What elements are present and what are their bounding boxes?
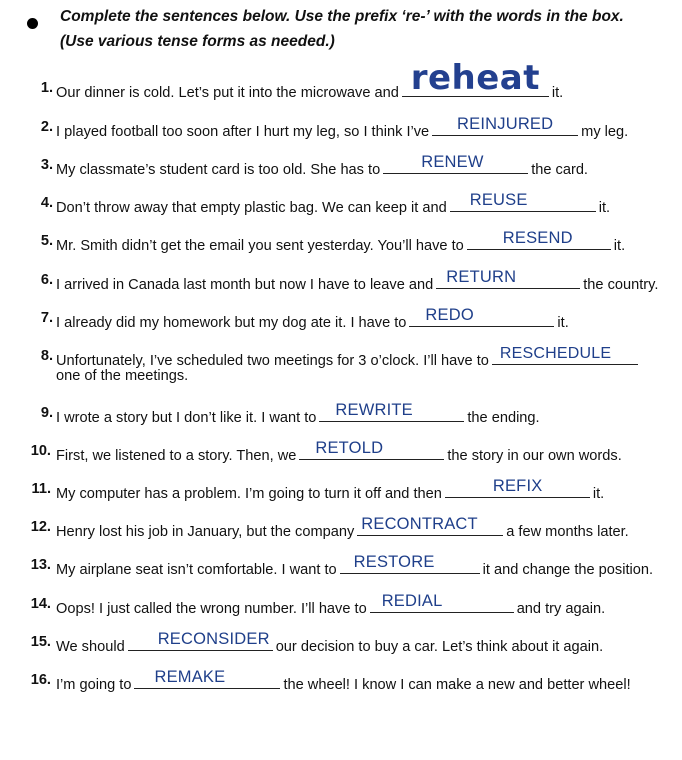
sentence-before: Unfortunately, I’ve scheduled two meetings for 3 o’clock. I’ll have to	[56, 353, 489, 369]
sentence-before: I wrote a story but I don’t like it. I want to	[56, 410, 317, 426]
sentence-after: the story in our own words.	[447, 448, 622, 464]
item-number: 1.	[40, 80, 53, 96]
item-number: 10.	[30, 443, 51, 459]
sentence-after: a few months later.	[506, 524, 629, 540]
answer-text: RESTORE	[353, 553, 435, 571]
answer-blank[interactable]	[319, 401, 464, 422]
item-number: 3.	[40, 157, 53, 173]
item-sentence	[56, 268, 659, 293]
answer-text: reheat	[410, 58, 541, 98]
item-number: 13.	[30, 557, 51, 573]
item-sentence	[56, 115, 629, 140]
item-number: 5.	[40, 233, 53, 249]
instruction-line-2: (Use various tense forms as needed.)	[60, 33, 335, 50]
answer-text: RETOLD	[315, 439, 384, 457]
sentence-before: Oops! I just called the wrong number. I’ll have to	[56, 601, 367, 617]
sentence-after: it.	[613, 238, 626, 254]
answer-blank[interactable]	[340, 553, 480, 574]
answer-text: REINJURED	[457, 115, 554, 133]
sentence-before: I already did my homework but my dog ate it. I have to	[56, 315, 407, 331]
answer-blank[interactable]	[370, 592, 514, 613]
answer-blank[interactable]	[134, 668, 280, 689]
item-number: 6.	[40, 272, 53, 288]
sentence-before: I’m going to	[56, 677, 132, 693]
answer-text: RECONTRACT	[361, 515, 478, 533]
instruction-line-1: Complete the sentences below. Use the prefix ‘re-’ with the words in the box.	[60, 8, 624, 25]
sentence-before: First, we listened to a story. Then, we	[56, 448, 297, 464]
item-sentence	[56, 668, 631, 693]
sentence-before: Don’t throw away that empty plastic bag. We can keep it and	[56, 200, 447, 216]
answer-blank[interactable]	[299, 439, 444, 460]
item-sentence	[56, 515, 629, 540]
item-sentence	[56, 439, 622, 464]
sentence-after: and try again.	[516, 601, 606, 617]
sentence-before: My computer has a problem. I’m going to turn it off and then	[56, 486, 442, 502]
item-sentence	[56, 153, 588, 178]
answer-blank[interactable]	[383, 153, 528, 174]
sentence-after: it.	[557, 315, 569, 331]
sentence-after: the ending.	[467, 410, 540, 426]
sentence-after: the country.	[583, 277, 659, 293]
answer-text: REFIX	[492, 477, 543, 495]
item-sentence	[56, 592, 606, 617]
sentence-before: Henry lost his job in January, but the company	[56, 524, 355, 540]
answer-text: REWRITE	[335, 401, 413, 419]
answer-blank[interactable]	[357, 515, 503, 536]
answer-blank[interactable]	[492, 345, 638, 365]
sentence-before: I arrived in Canada last month but now I have to leave and	[56, 277, 434, 293]
answer-text: REDIAL	[381, 592, 443, 610]
sentence-after: it.	[598, 200, 611, 216]
item-sentence	[56, 401, 540, 426]
sentence-after: the card.	[531, 162, 588, 178]
sentence-before: My classmate’s student card is too old. She has to	[56, 162, 381, 178]
answer-blank[interactable]	[402, 58, 549, 98]
item-number: 16.	[30, 672, 51, 688]
sentence-after: my leg.	[581, 124, 629, 140]
sentence-before: We should	[56, 639, 125, 655]
answer-blank[interactable]	[432, 115, 578, 136]
bullet-icon	[27, 18, 38, 29]
answer-text: RECONSIDER	[157, 630, 270, 648]
answer-blank[interactable]	[445, 477, 590, 498]
answer-text: REDO	[425, 306, 474, 324]
sentence-line-2: one of the meetings.	[56, 368, 189, 384]
answer-text: REUSE	[469, 191, 528, 209]
answer-blank[interactable]	[436, 268, 580, 289]
item-number: 9.	[40, 405, 53, 421]
item-sentence	[56, 229, 626, 254]
sentence-after: it and change the position.	[482, 562, 654, 578]
answer-blank[interactable]	[450, 191, 596, 212]
answer-text: RESEND	[502, 229, 573, 247]
sentence-before: Mr. Smith didn’t get the email you sent yesterday. You’ll have to	[56, 238, 464, 254]
item-sentence	[56, 191, 611, 216]
item-sentence	[56, 630, 604, 655]
sentence-after: the wheel! I know I can make a new and better wheel!	[283, 677, 631, 693]
item-number: 15.	[30, 634, 51, 650]
item-sentence	[56, 553, 654, 578]
item-sentence	[56, 345, 641, 369]
sentence-before: Our dinner is cold. Let’s put it into the microwave and	[56, 85, 399, 101]
answer-text: RESCHEDULE	[499, 345, 612, 362]
sentence-after: it.	[551, 85, 564, 101]
answer-text: RETURN	[446, 268, 517, 286]
sentence-after: our decision to buy a car. Let’s think about it again.	[275, 639, 604, 655]
item-number: 2.	[40, 119, 53, 135]
answer-text: RENEW	[421, 153, 484, 171]
item-number: 7.	[40, 310, 53, 326]
item-sentence	[56, 477, 605, 502]
answer-text: REMAKE	[154, 668, 226, 686]
sentence-before: My airplane seat isn’t comfortable. I want to	[56, 562, 337, 578]
item-number: 11.	[31, 481, 51, 497]
sentence-before: I played football too soon after I hurt my leg, so I think I’ve	[56, 124, 430, 140]
answer-blank[interactable]	[467, 229, 611, 250]
item-number: 8.	[40, 348, 53, 364]
item-sentence	[56, 58, 564, 101]
sentence-after: it.	[592, 486, 605, 502]
item-number: 12.	[30, 519, 51, 535]
answer-blank[interactable]	[128, 630, 273, 651]
item-number: 14.	[30, 596, 51, 612]
answer-blank[interactable]	[409, 306, 554, 327]
item-sentence	[56, 306, 569, 331]
item-number: 4.	[40, 195, 53, 211]
